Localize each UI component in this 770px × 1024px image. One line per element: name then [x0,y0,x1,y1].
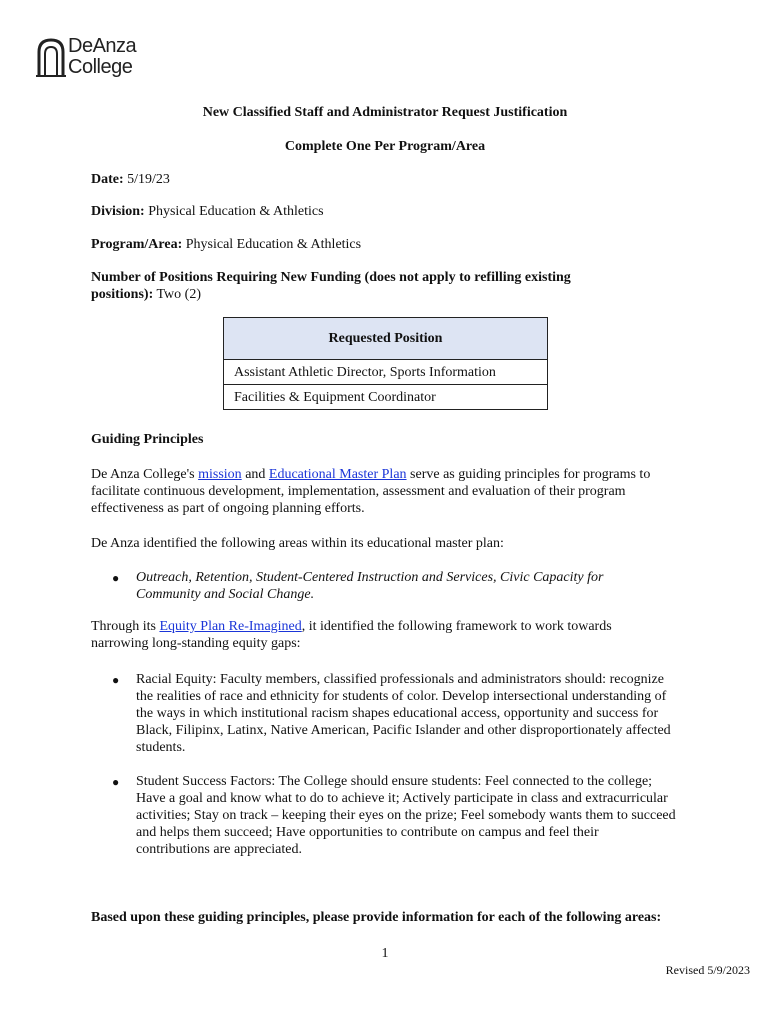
bullet-icon: ● [112,673,120,687]
bullet-item-student-success: Student Success Factors: The College should ensure students: Feel connected to the college; Have a goal and know what to do to achieve it; Actively participate in class and extracurricular activities; Stay on track – keeping their eyes on the prize; Feel somebody wants them to succeed and helps them succeed; Have opportunities to contribute on campus and feel their contributions are appreciated. [136,774,676,857]
p1-and: and [241,467,269,482]
p1-end: serve as guiding principles for programs to facilitate continuous development, implementation, assessment and evaluation of their program effectiveness as part of ongoing planning efforts. [91,467,651,516]
bullet-item-racial-equity: Racial Equity: Faculty members, classified professionals and administrators should: recognize the realities of race and ethnicity for students of color. Develop intersectional understanding of the ways in which institutional racism shapes educational access, opportunity and success for Black, Filipinx, Latinx, Native American, Pacific Islander and other disproportionately affected students. [136,672,671,755]
guiding-heading: Guiding Principles [91,432,204,447]
table-row: Assistant Athletic Director, Sports Information [224,360,548,385]
division-label: Division: [91,204,145,219]
positions-value: Two (2) [156,287,201,302]
bullet-icon: ● [112,571,120,585]
based-upon-heading: Based upon these guiding principles, please provide information for each of the following areas: [91,910,662,925]
table-header: Requested Position [224,318,548,360]
logo-line-1: DeAnza [68,35,137,57]
equity-plan-link[interactable]: Equity Plan Re-Imagined [159,619,302,634]
logo-line-2: College [68,56,133,78]
program-value: Physical Education & Athletics [185,237,362,252]
division-field [91,203,671,220]
bullet-item-outreach: Outreach, Retention, Student-Centered Instruction and Services, Civic Capacity for Community and Social Change. [136,570,604,602]
division-value: Physical Education & Athletics [148,204,324,219]
arch-logo-icon [36,38,66,78]
requested-position-table [223,317,548,410]
college-logo [36,36,148,80]
date-field [91,171,671,188]
page-number: 1 [381,946,389,961]
positions-label: Number of Positions Requiring New Funding (does not apply to refilling existing positions): [91,270,571,302]
program-field [91,236,671,253]
p1-start: De Anza College's [91,467,199,482]
mission-link[interactable]: mission [198,467,242,482]
program-label: Program/Area: [91,237,183,252]
p3-end: , it identified the following framework to work towards narrowing long-standing equity gaps: [91,619,612,651]
revised-date: Revised 5/9/2023 [665,963,750,977]
guiding-paragraph-1 [91,466,671,517]
educational-master-plan-link[interactable]: Educational Master Plan [268,467,407,482]
document-title: New Classified Staff and Administrator Request Justification [202,105,568,120]
date-label: Date: [91,172,124,187]
p3-start: Through its [91,619,160,634]
bullet-icon: ● [112,775,120,789]
positions-field [91,269,626,303]
guiding-paragraph-3 [91,618,671,652]
guiding-paragraph-2: De Anza identified the following areas within its educational master plan: [91,536,504,551]
date-value: 5/19/23 [127,172,170,187]
table-row: Facilities & Equipment Coordinator [224,385,548,410]
document-subtitle: Complete One Per Program/Area [284,139,486,154]
